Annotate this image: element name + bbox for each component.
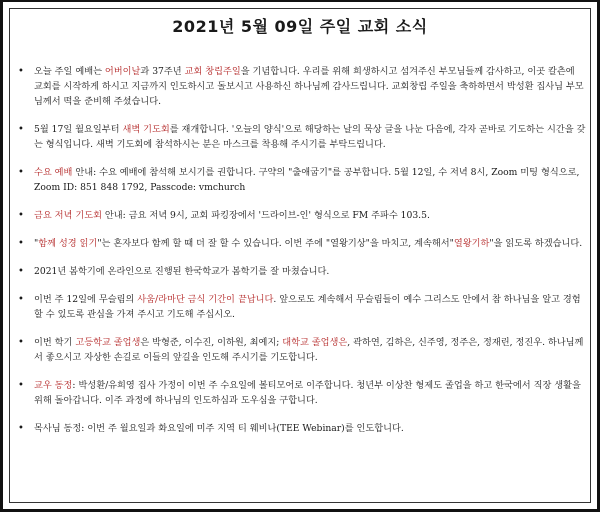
news-item-dawn-prayer: • 5월 17일 월요일부터 새벽 기도회를 재개합니다. '오늘의 양식'으로 해당하는 날의 묵상 글을 나눈 다음에, 각자 곧바로 기도하는 시간을 갖는 형식입니다. 새벽 기도회에 참석하시는 분은 마스크를 착용해 주시기를 부탁드립니다.	[14, 122, 586, 152]
news-item-korean-school: • 2021년 봄학기에 온라인으로 진행된 한국학교가 봄학기를 잘 마쳤습니다.	[14, 264, 586, 279]
page-title: 2021년 5월 09일 주일 교회 소식	[172, 17, 428, 36]
highlight-text: 함께 성경 읽기	[38, 238, 98, 249]
news-item-ramadan: • 이번 주 12일에 무슬림의 사움/라마단 금식 기간이 끝납니다. 앞으로도 계속해서 무슬림들이 예수 그리스도 안에서 참 하나님을 알고 경험할 수 있도록 관심을 가져 주시고 기도해 주십시오.	[14, 292, 586, 322]
news-item-parents-day: • 오늘 주일 예배는 어버이날과 37주년 교회 창립주일을 기념합니다. 우리를 위해 희생하시고 섬겨주신 부모님들께 감사하고, 이곳 칼츤에 교회를 시작하게 하시고 지금까지 인도하시고 돌보시고 사용하신 하나님께 감사드립니다. 교회창립 주일을 축하하면서 박성환 집사님 부모님께서 떡을 준비해 주셨습니다.	[14, 64, 586, 109]
highlight-text: 교우 동정	[34, 380, 73, 391]
news-item-graduates: • 이번 학기 고등학교 졸업생은 박형준, 이수진, 이하원, 최예지; 대학교 졸업생은, 곽하연, 김하은, 신주영, 정주은, 정재린, 정진우. 하나님께서 좋으시고 자상한 손길로 이들의 앞길을 인도해 주시기를 기도합니다.	[14, 335, 586, 365]
news-item-bible-reading: • "함께 성경 읽기"는 혼자보다 함께 할 때 더 잘 할 수 있습니다. 이번 주에 "열왕기상"을 마치고, 계속해서"열왕기하"을 읽도록 하겠습니다.	[14, 236, 586, 251]
highlight-text: 고등학교 졸업생	[75, 337, 141, 348]
highlight-text: 대학교 졸업생은	[282, 337, 348, 348]
highlight-text: 수요 예배	[34, 167, 73, 178]
highlight-text: 사움/라마단 금식 기간이 끝납니다	[137, 294, 274, 305]
highlight-text: 어버이날	[104, 66, 141, 77]
news-item-friday-prayer: • 금요 저녁 기도회 안내: 금요 저녁 9시, 교회 파킹장에서 '드라이브-인' 형식으로 FM 주파수 103.5.	[14, 208, 586, 223]
highlight-text: 새벽 기도회	[122, 124, 170, 135]
news-item-wednesday-service: • 수요 예배 안내: 수요 예배에 참석해 보시기를 권합니다. 구약의 "출애굽기"를 공부합니다. 5월 12일, 수 저녁 8시, Zoom 미팅 형식으로, Zoom ID: 851 848 1792, Passcode: vmchurch	[14, 165, 586, 195]
highlight-text: 열왕기하	[453, 238, 490, 249]
news-item-pastor-news: • 목사님 동정: 이번 주 월요일과 화요일에 미주 지역 티 웨비나(TEE Webinar)를 인도합니다.	[14, 421, 586, 436]
highlight-text: 교회 창립주일	[184, 66, 241, 77]
highlight-text: 금요 저녁 기도회	[34, 210, 102, 221]
news-item-member-news: • 교우 동정: 박성환/유희영 집사 가정이 이번 주 수요일에 볼티모어로 이주합니다. 청년부 이상찬 형제도 졸업을 하고 한국에서 직장 생활을 위해 돌아갑니다. 이주 과정에 하나님의 인도하심과 도우심을 구합니다.	[14, 378, 586, 408]
news-list	[14, 64, 586, 436]
